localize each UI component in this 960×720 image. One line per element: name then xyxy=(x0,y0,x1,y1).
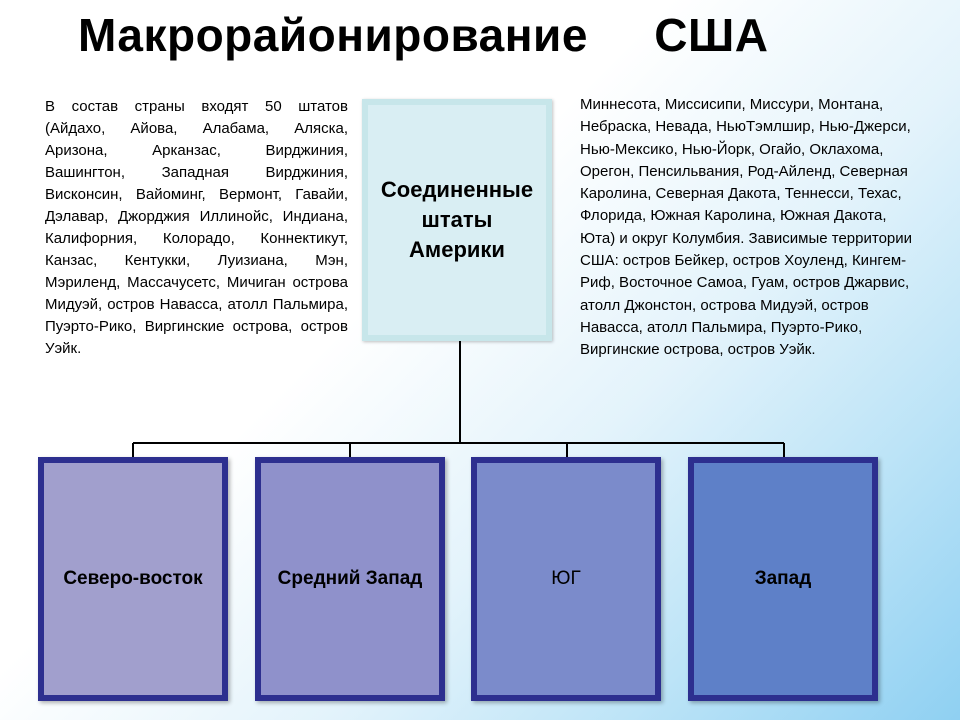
root-node-line-1: Соединенные xyxy=(380,177,534,202)
region-label-south: ЮГ xyxy=(551,568,581,589)
region-node-south xyxy=(471,457,661,701)
states-list-right: Миннесота, Миссисипи, Миссури, Монтана, Небраска, Невада, НьюТэмлшир, Нью-Джерси, Нью-Мексико, Нью-Йорк, Огайо, Оклахома, Орегон, Пенсильвания, Род-Айленд, Северная Каролина, Северная Дакота, Теннесси, Техас, Флорида, Южная Каролина, Южная Дакота, Юта) и округ Колумбия. Зависимые территории США: остров Бейкер, остров Хоуленд, Кингем-Риф, Восточное Самоа, Гуам, остров Джарвис, атолл Джонстон, острова Мидуэй, остров Навасса, атолл Пальмира, Пуэрто-Рико, Виргинские острова, остров Уэйк. xyxy=(580,96,913,359)
page-title: Макрорайонирование США xyxy=(78,9,769,61)
region-label-northeast: Северо-восток xyxy=(63,568,203,589)
root-node-line-3: Америки xyxy=(409,237,505,262)
root-node-label xyxy=(381,175,533,265)
region-label-midwest: Средний Запад xyxy=(277,568,423,589)
root-node xyxy=(362,99,552,341)
region-node-west xyxy=(688,457,878,701)
root-node-line-2: штаты xyxy=(421,207,493,232)
region-label-west: Запад xyxy=(754,568,812,589)
states-list-left: В состав страны входят 50 штатов (Айдахо, Айова, Алабама, Аляска, Аризона, Арканзас, Вирджиния, Вашингтон, Западная Вирджиния, Висконсин, Вайоминг, Вермонт, Гавайи, Дэлавар, Джорджия Иллинойс, Индиана, Калифорния, Колорадо, Коннектикут, Канзас, Кентукки, Луизиана, Мэн, Мэриленд, Массачусетс, Мичиган острова Мидуэй, остров Навасса, атолл Пальмира, Пуэрто-Рико, Виргинские острова, остров Уэйк. xyxy=(45,98,348,357)
region-node-northeast xyxy=(38,457,228,701)
region-node-midwest xyxy=(255,457,445,701)
